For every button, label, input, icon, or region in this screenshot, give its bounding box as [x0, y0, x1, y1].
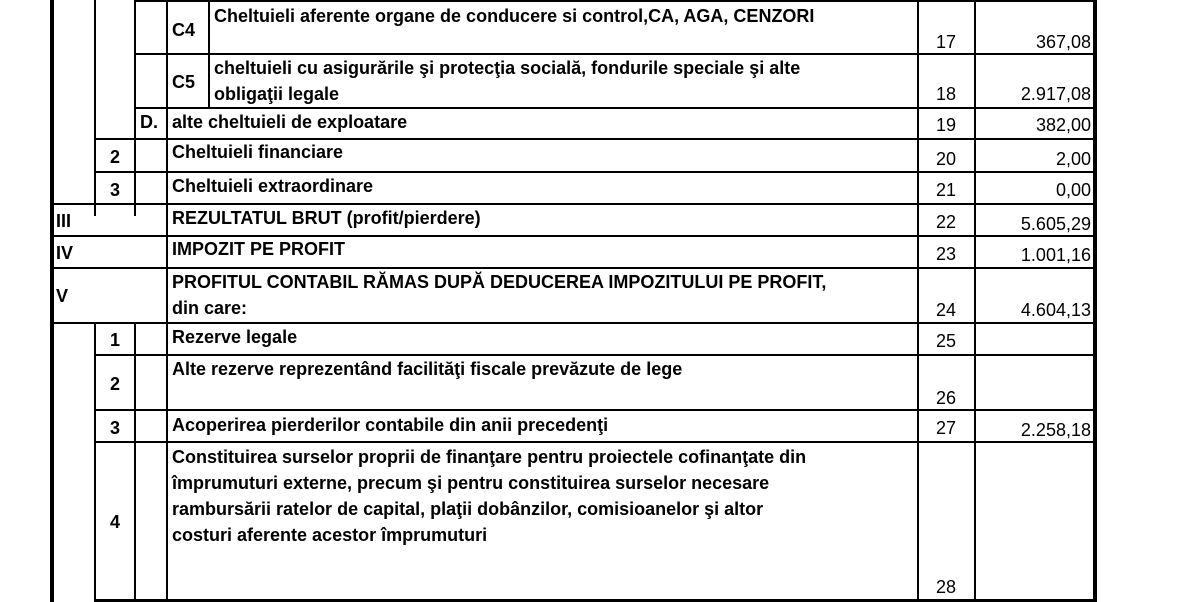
border-col-b: [94, 324, 96, 602]
border-left: [50, 0, 54, 602]
row-label: PROFITUL CONTABIL RĂMAS DUPĂ DEDUCEREA IMPOZITULUI PE PROFIT,: [172, 272, 827, 292]
row-number: 22: [936, 212, 957, 232]
border-col-c: [134, 324, 136, 602]
row-index: 3: [109, 180, 120, 200]
row-number: 17: [936, 32, 957, 52]
row-label: Rezerve legale: [172, 327, 298, 347]
border-nr-col: [917, 0, 919, 602]
border-right: [1093, 0, 1097, 602]
row-label: IMPOZIT PE PROFIT: [172, 239, 346, 259]
row-border: [94, 441, 1097, 443]
row-label: REZULTATUL BRUT (profit/pierdere): [172, 208, 481, 228]
row-number: 26: [936, 388, 957, 408]
row-label: Acoperirea pierderilor contabile din anii precedenţi: [172, 415, 609, 435]
row-border: [50, 235, 1097, 237]
row-label: Cheltuieli aferente organe de conducere si control,CA, AGA, CENZORI: [214, 6, 815, 26]
row-index: 2: [109, 374, 120, 394]
section-index: III: [56, 211, 72, 231]
row-index: 1: [109, 330, 120, 350]
row-border: [94, 409, 1097, 411]
row-label: Cheltuieli extraordinare: [172, 176, 374, 196]
row-value: 367,08: [1035, 32, 1091, 52]
row-code: C5: [172, 72, 196, 92]
row-number: 24: [936, 300, 957, 320]
row-value: 5.605,29: [1020, 214, 1091, 234]
row-value: 2,00: [1055, 149, 1091, 169]
row-number: 21: [936, 180, 957, 200]
row-value: 2.258,18: [1020, 420, 1091, 440]
row-label: Cheltuieli financiare: [172, 142, 344, 162]
row-label: costuri aferente acestor împrumuturi: [172, 525, 488, 545]
row-label: împrumuturi externe, precum şi pentru constituirea surselor necesare: [172, 473, 770, 493]
row-number: 28: [936, 577, 957, 597]
row-value: 2.917,08: [1020, 84, 1091, 104]
row-number: 20: [936, 149, 957, 169]
row-value: 4.604,13: [1020, 300, 1091, 320]
row-number: 19: [936, 115, 957, 135]
row-label: Constituirea surselor proprii de finanţare pentru proiectele cofinanţate din: [172, 447, 807, 467]
row-border: [50, 267, 1097, 269]
row-label: Alte rezerve reprezentând facilităţi fiscale prevăzute de lege: [172, 359, 683, 379]
row-number: 25: [936, 331, 957, 351]
row-label: alte cheltuieli de exploatare: [172, 112, 408, 132]
row-label: rambursării ratelor de capital, plaţii dobânzilor, comisioanelor şi altor: [172, 499, 764, 519]
row-index: 4: [109, 512, 120, 532]
row-border: [50, 322, 1097, 324]
section-index: V: [56, 286, 69, 306]
row-border: [134, 0, 1097, 2]
row-border: [94, 138, 1097, 140]
border-value-col: [974, 0, 976, 602]
row-number: 18: [936, 84, 957, 104]
row-border: [94, 171, 1097, 173]
row-index: 2: [109, 147, 120, 167]
row-border: [134, 53, 1097, 55]
row-number: 23: [936, 244, 957, 264]
row-border: [134, 107, 1097, 109]
row-value: 1.001,16: [1020, 245, 1091, 265]
row-label: obligaţii legale: [214, 84, 340, 104]
row-border: [50, 203, 1097, 205]
row-border: [94, 354, 1097, 356]
row-number: 27: [936, 418, 957, 438]
section-index: IV: [56, 243, 74, 263]
row-code: D.: [140, 112, 158, 132]
row-index: 3: [109, 418, 120, 438]
row-value: 0,00: [1055, 180, 1091, 200]
row-code: C4: [172, 20, 196, 40]
row-label: din care:: [172, 298, 248, 318]
row-label: cheltuieli cu asigurările şi protecţia socială, fondurile speciale şi alte: [214, 58, 801, 78]
row-value: 382,00: [1035, 115, 1091, 135]
